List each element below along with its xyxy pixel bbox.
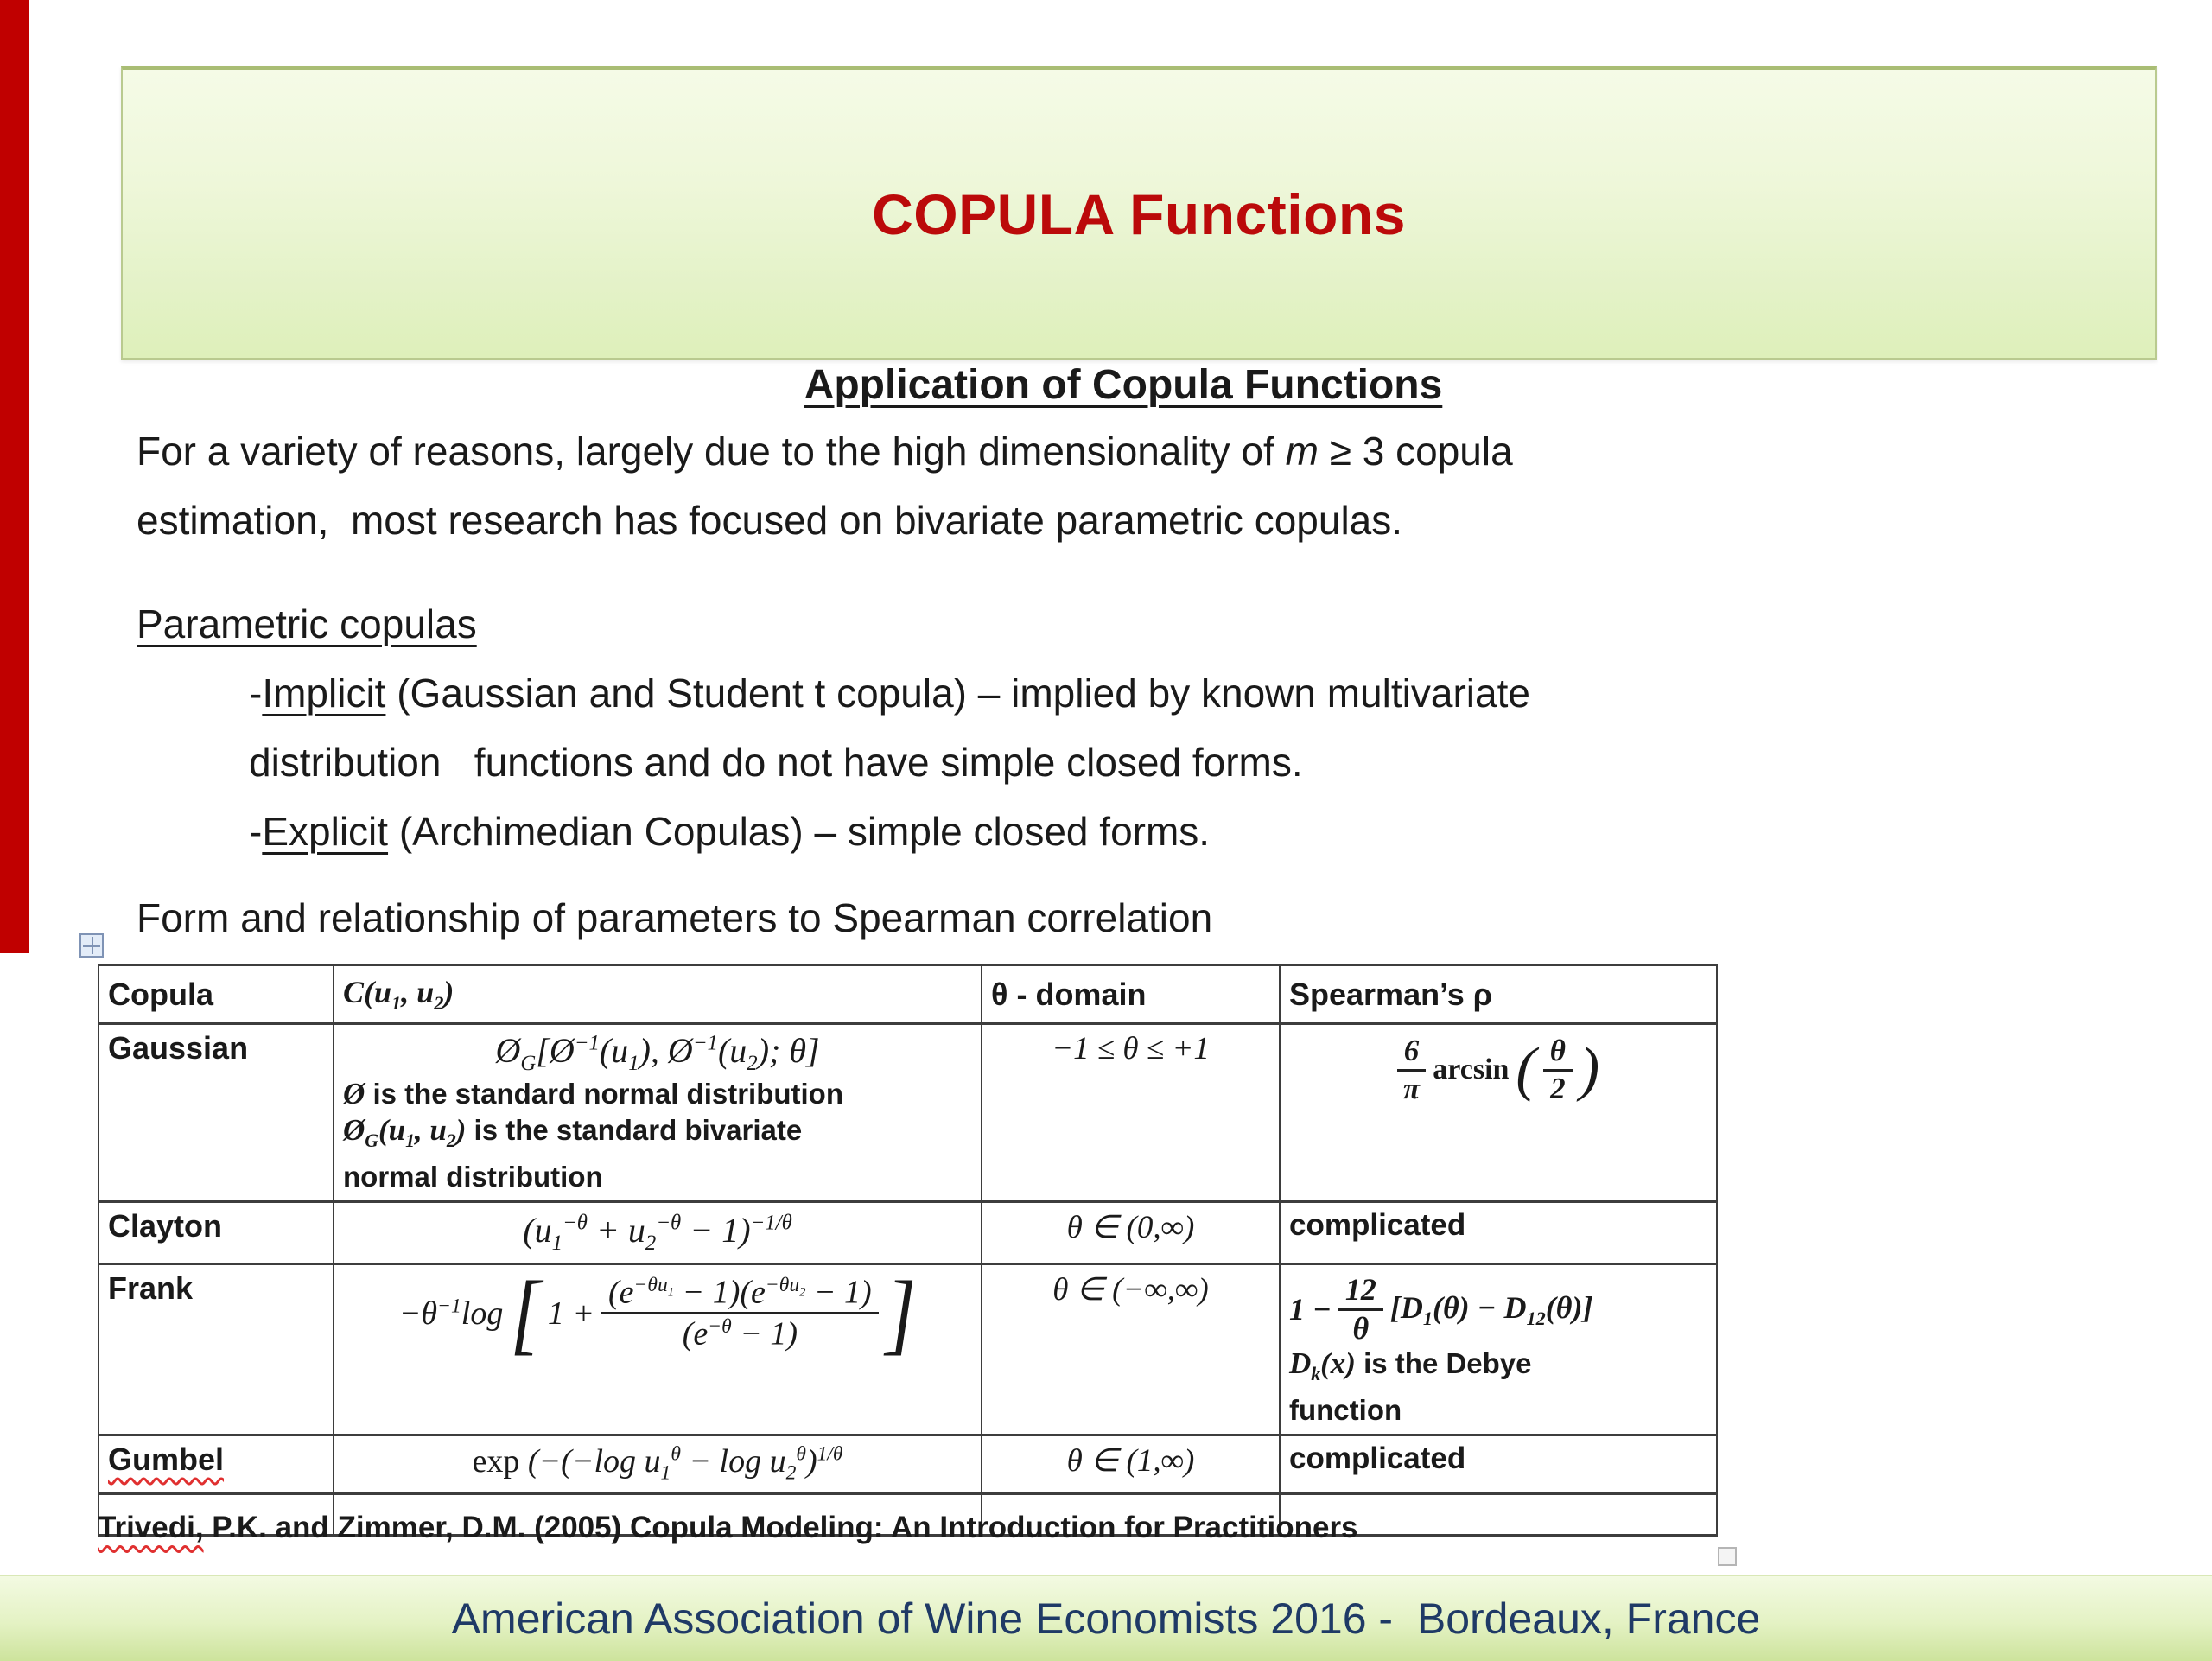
- frank-spearman-expr: $[D_1(\theta) - D_{12}(\theta)]$: [1389, 1289, 1593, 1329]
- clayton-name: Clayton: [99, 1202, 334, 1264]
- clayton-domain: θ ∈ (0,∞): [982, 1202, 1280, 1264]
- form-relationship-line: Form and relationship of parameters to Spearman correlation: [137, 895, 1213, 940]
- gaussian-formula: $Ø_G[Ø^{-1}(u_1)$, $Ø^{-1}(u_2)$; θ]: [495, 1031, 820, 1075]
- gumbel-formula: exp (−(−log $u_1^\theta - \log u_2^\theta)^{1/\theta}$: [334, 1435, 982, 1493]
- intro-paragraph: [137, 417, 2150, 555]
- frank-prefix: $-\theta^{-1}\log$: [398, 1294, 504, 1332]
- clayton-formula: $(u_1^{-\theta} + u_2^{-\theta} - 1)^{-1/\theta}$: [334, 1202, 982, 1264]
- section-heading-text: Application of Copula Functions: [804, 362, 1443, 408]
- frank-numerator: $(e^{-\theta u_1} - 1)(e^{-\theta u_2} - 1)$: [601, 1275, 879, 1315]
- implicit-line-2: distribution functions and do not have simple closed forms.: [249, 740, 1303, 785]
- title-banner: [121, 66, 2157, 360]
- section-heading: [138, 361, 2108, 409]
- citation-author-flagged: Trivedi,: [98, 1511, 204, 1544]
- frank-spearman-cell: 1 − $\frac{12}{\theta}$ $[D_1(\theta) - D_{12}(\theta)]$ $D_k(x)$ is the Debye function: [1280, 1264, 1717, 1435]
- left-accent-bar: [0, 0, 29, 953]
- header-c-u1-u2: $C(u_1$, $u_2$): [334, 965, 982, 1024]
- citation-rest: P.K. and Zimmer, D.M. (2005) Copula Modeling: An Introduction for Practitioners: [203, 1511, 1358, 1544]
- implicit-bullet: [249, 659, 2150, 797]
- frank-formula-cell: $-\theta^{-1}\log$ [ 1 + $\frac{(e^{-\theta u_1} - 1)(e^{-\theta u_2} - 1)}{(e^{-\theta} - 1)}$ ]: [334, 1264, 982, 1435]
- frank-note-2: function: [1289, 1393, 1402, 1426]
- frank-name: Frank: [99, 1264, 334, 1435]
- header-theta-domain: θ - domain: [982, 965, 1280, 1024]
- table-header-row: [99, 965, 1717, 1024]
- gumbel-spearman: complicated: [1280, 1435, 1717, 1493]
- intro-line-2: estimation, most research has focused on bivariate parametric copulas.: [137, 498, 1403, 543]
- gaussian-note-3: normal distribution: [343, 1161, 603, 1193]
- gumbel-name: Gumbel: [99, 1435, 334, 1493]
- parametric-heading: Parametric copulas: [137, 601, 477, 646]
- footer-banner: [0, 1575, 2212, 1661]
- header-spearman: Spearman’s ρ: [1280, 965, 1717, 1024]
- gumbel-domain: θ ∈ (1,∞): [982, 1435, 1280, 1493]
- implicit-line-1: -Implicit (Gaussian and Student t copula) – implied by known multivariate: [249, 671, 1530, 716]
- slide-title: COPULA Functions: [872, 181, 1406, 246]
- gaussian-note-1: Ø is the standard normal distribution: [343, 1077, 843, 1111]
- gaussian-note-2: $Ø_G(u_1$, $u_2$) is the standard bivariate: [343, 1113, 803, 1151]
- table-row-frank: [99, 1264, 1717, 1435]
- table-row-clayton: [99, 1202, 1717, 1264]
- intro-line-1: For a variety of reasons, largely due to the high dimensionality of m ≥ 3 copula: [137, 429, 1513, 474]
- frank-denominator: $(e^{-\theta} - 1)$: [682, 1315, 798, 1352]
- frank-domain: θ ∈ (−∞,∞): [982, 1264, 1280, 1435]
- explicit-bullet: -Explicit (Archimedian Copulas) – simple closed forms.: [249, 809, 1211, 854]
- frank-note-1: $D_k(x)$ is the Debye: [1289, 1346, 1532, 1384]
- table-row-gumbel: [99, 1435, 1717, 1493]
- table-move-handle-icon[interactable]: [79, 933, 104, 958]
- citation-line: [98, 1511, 1358, 1545]
- explicit-term: Explicit: [262, 809, 389, 854]
- clayton-spearman: complicated: [1280, 1202, 1717, 1264]
- table-resize-handle[interactable]: [1718, 1547, 1737, 1566]
- table-row-gaussian: [99, 1024, 1717, 1202]
- header-copula: Copula: [99, 965, 334, 1024]
- gaussian-name: Gaussian: [99, 1024, 334, 1202]
- footer-text: American Association of Wine Economists 2016 - Bordeaux, France: [451, 1594, 1761, 1643]
- implicit-term: Implicit: [262, 671, 386, 716]
- gaussian-domain: −1 ≤ θ ≤ +1: [982, 1024, 1280, 1202]
- gaussian-formula-cell: [334, 1024, 982, 1202]
- copula-table: [98, 964, 1718, 1537]
- gaussian-spearman-cell: $\frac{6}{\pi}$ arcsin ( $\frac{\theta}{2}$ ): [1280, 1024, 1717, 1202]
